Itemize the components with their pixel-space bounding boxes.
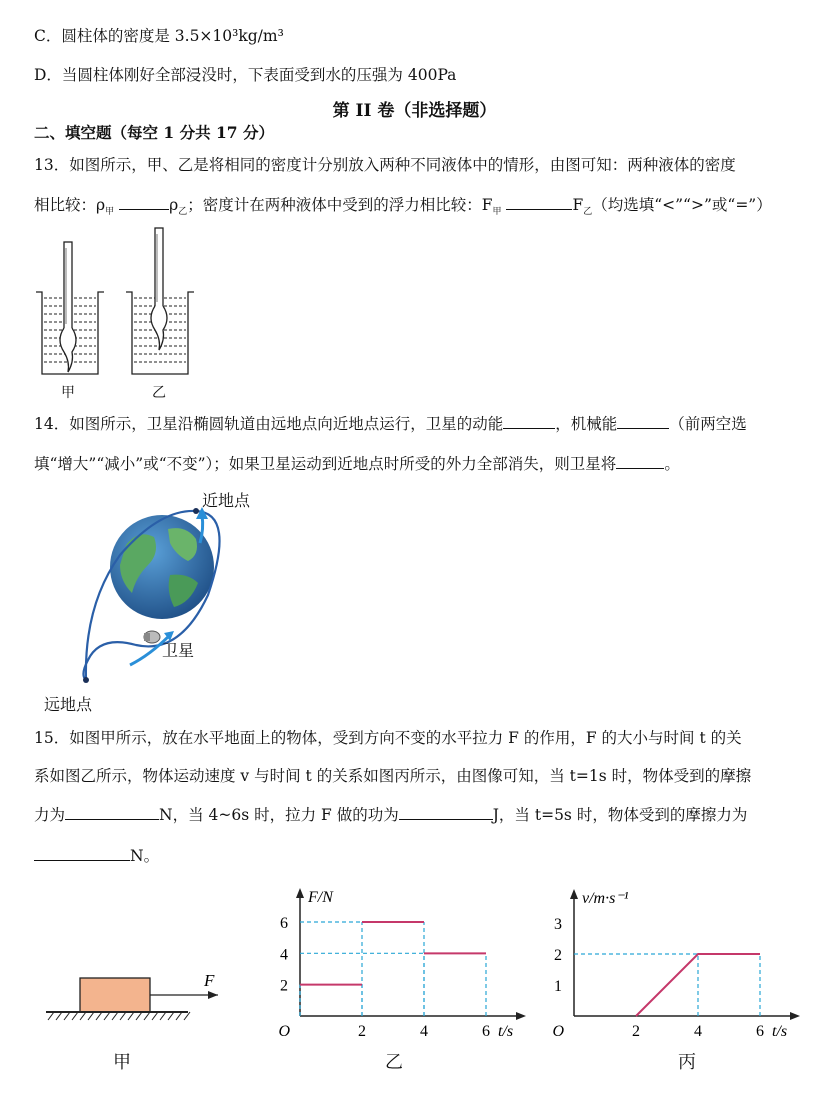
q15-text: N，当 4~6s 时，拉力 F 做的功为	[159, 806, 399, 824]
q14-text: （前两空选	[669, 415, 747, 433]
y-tick-label: 6	[280, 915, 288, 932]
q14-text: 填“增大”“减小”或“不变”）；如果卫星运动到近地点时所受的外力全部消失，则卫星将	[34, 455, 617, 473]
y-axis-label: F/N	[308, 889, 333, 906]
orbit-figure	[40, 485, 280, 715]
q15-blank-1[interactable]	[65, 805, 159, 820]
x-tick-label: 4	[694, 1023, 702, 1040]
q13-blank-1[interactable]	[119, 195, 169, 210]
q14-line1	[34, 414, 747, 434]
x-tick-label: 2	[358, 1023, 366, 1040]
origin-label: O	[278, 1023, 290, 1040]
q13-text: 相比较：ρ	[34, 196, 106, 214]
q15-text: J，当 t=5s 时，物体受到的摩擦力为	[492, 806, 748, 824]
caption-jia-15: 甲	[113, 1052, 131, 1073]
option-d: D．当圆柱体刚好全部浸没时，下表面受到水的压强为 400Pa	[34, 66, 457, 84]
y-tick-label: 2	[554, 947, 562, 964]
q14-blank-1[interactable]	[503, 414, 555, 429]
y-tick-label: 2	[280, 977, 288, 995]
q13-sub: 乙	[583, 207, 593, 218]
q13-blank-2[interactable]	[506, 195, 572, 210]
x-axis-label: t/s	[498, 1023, 514, 1040]
chart-force-time	[270, 878, 530, 1058]
chart-velocity-time	[546, 878, 806, 1058]
y-axis-arrow	[570, 889, 578, 899]
option-c: C．圆柱体的密度是 3.5×10³kg/m³	[34, 27, 284, 45]
label-apogee: 远地点	[44, 695, 93, 714]
y-axis-arrow	[296, 888, 304, 898]
q14-blank-2[interactable]	[617, 414, 669, 429]
x-axis-arrow	[516, 1012, 526, 1020]
q15-blank-3[interactable]	[34, 846, 130, 861]
x-tick-label: 4	[420, 1023, 428, 1040]
q14-text: ，机械能	[555, 415, 618, 433]
beakers-figure	[34, 228, 214, 388]
caption-yi: 乙	[152, 385, 166, 401]
q15-line2: 系如图乙所示，物体运动速度 v 与时间 t 的关系如图丙所示，由图像可知，当 t=1s 时，物体受到的摩擦	[34, 767, 752, 785]
x-axis-label: t/s	[772, 1023, 788, 1040]
q15-text: 力为	[34, 806, 66, 824]
label-satellite: 卫星	[162, 641, 195, 660]
block-figure	[40, 968, 240, 1028]
q15-line4	[34, 846, 159, 866]
x-axis-arrow	[790, 1012, 800, 1020]
q13-text: ρ	[169, 196, 179, 214]
q13-sub: 乙	[178, 207, 188, 218]
section-title: 第 II 卷（非选择题）	[332, 101, 497, 121]
q13-line2	[34, 195, 772, 222]
satellite-icon	[144, 631, 160, 643]
q15-line3	[34, 805, 747, 825]
x-tick-label: 6	[756, 1023, 764, 1040]
part-title: 二、填空题（每空 1 分共 17 分）	[34, 123, 274, 142]
y-tick-label: 3	[554, 916, 562, 933]
origin-label: O	[552, 1023, 564, 1040]
caption-bing-15: 丙	[678, 1052, 696, 1073]
y-tick-label: 1	[554, 978, 562, 995]
caption-yi-15: 乙	[385, 1052, 403, 1073]
caption-jia: 甲	[61, 385, 75, 401]
label-perigee: 近地点	[202, 491, 251, 510]
x-tick-label: 2	[632, 1023, 640, 1040]
block	[80, 978, 150, 1012]
y-axis-label: v/m·s⁻¹	[582, 890, 629, 907]
y-tick-label: 4	[280, 946, 288, 964]
q13-sub: 甲	[105, 207, 115, 218]
force-label: F	[204, 971, 215, 990]
beaker-jia	[36, 242, 104, 374]
q13-line1: 13．如图所示，甲、乙是将相同的密度计分别放入两种不同液体中的情形，由图可知：两种液体的密度	[34, 156, 736, 174]
q13-text: （均选填“<”“>”或“=”）	[592, 196, 772, 214]
q13-sub: 甲	[492, 207, 502, 218]
q14-text: 。	[664, 455, 680, 473]
x-tick-label: 6	[482, 1023, 490, 1040]
q13-text: ；密度计在两种液体中受到的浮力相比较：F	[187, 196, 493, 214]
q14-text: 14．如图所示，卫星沿椭圆轨道由远地点向近地点运行，卫星的动能	[34, 415, 504, 433]
q15-text: N。	[130, 847, 160, 865]
q15-line1: 15．如图甲所示，放在水平地面上的物体，受到方向不变的水平拉力 F 的作用，F 的大小与时间 t 的关	[34, 729, 742, 747]
q14-line2	[34, 454, 680, 474]
q15-blank-2[interactable]	[399, 805, 493, 820]
q14-blank-3[interactable]	[616, 454, 664, 469]
beaker-yi	[126, 228, 194, 374]
q13-text: F	[572, 196, 584, 214]
